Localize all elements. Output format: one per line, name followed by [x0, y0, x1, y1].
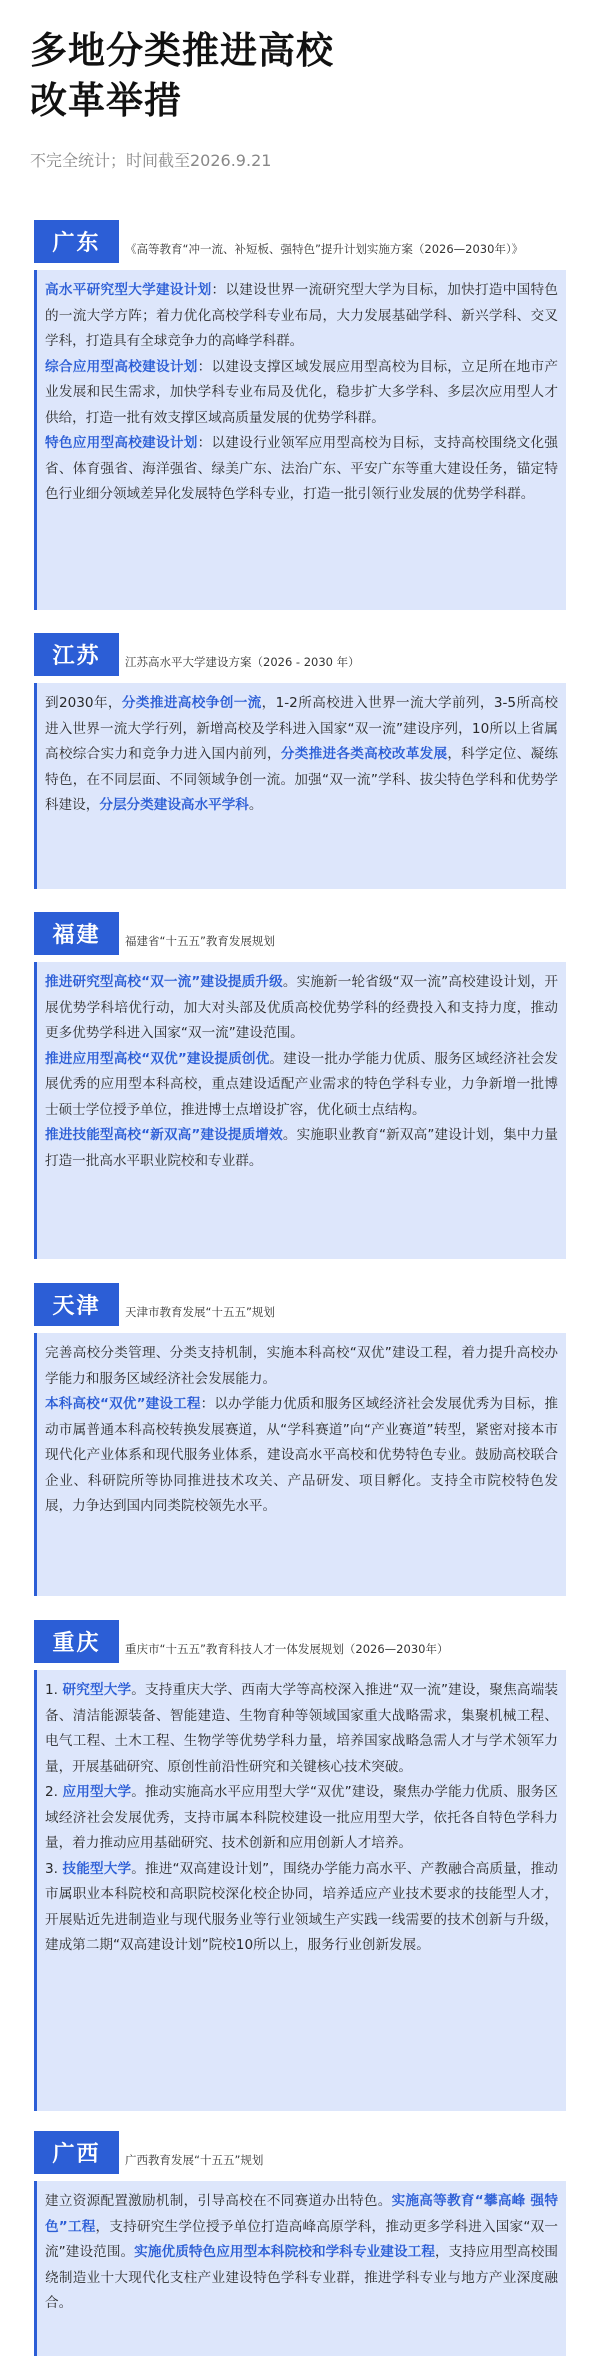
- paragraph-text: 。推进“双高建设计划”，围绕办学能力高水平、产教融合高质量，推动市属职业本科院校和高职院校深化校企协同，培养适应产业技术要求的技能型人才，开展贴近先进制造业与现代服务业等行业领域生产实践一线需要的技术创新与升级，建成第二期“双高建设计划”院校10所以上，服务行业创新发展。: [45, 1860, 558, 1953]
- page-title-line-1: 多地分类推进高校: [30, 29, 334, 72]
- paragraph: [45, 970, 558, 1047]
- highlight-heading: 技能型大学: [62, 1860, 132, 1877]
- list-number: 1.: [45, 1682, 63, 1698]
- policy-document-title: 广西教育发展“十五五”规划: [125, 2153, 264, 2167]
- paragraph: [45, 431, 558, 508]
- region-tag: 广西: [34, 2131, 119, 2174]
- section-header: [34, 220, 566, 263]
- section-header: [34, 912, 566, 955]
- paragraph-text: ，科学定位、凝练特色，在不同层面、不同领域争创一流。加强“双一流”学科、拔尖特色学科和优势学科建设，: [45, 746, 559, 813]
- page-subtitle: 不完全统计；时间截至2026.9.21: [30, 151, 272, 170]
- section-chongqing: [34, 1620, 566, 2111]
- paragraph-text: 。实施职业教育“新双高”建设计划，集中力量打造一批高水平职业院校和专业群。: [45, 1127, 558, 1169]
- paragraph: [45, 1047, 558, 1124]
- paragraph-text: ：以建设支撑区域发展应用型高校为目标，立足所在地市产业发展和民生需求，加快学科专业布局及优化，稳步扩大多学科、多层次应用型人才供给，打造一批有效支撑区域高质量发展的优势学科群。: [45, 358, 559, 426]
- page-header: [0, 0, 600, 171]
- highlight-heading: 推进应用型高校“双优”建设提质创优: [45, 1050, 270, 1067]
- highlight-heading: 实施优质特色应用型本科院校和学科专业建设工程: [134, 2244, 436, 2260]
- policy-document-title: 福建省“十五五”教育发展规划: [125, 934, 275, 948]
- list-number: 2.: [45, 1784, 63, 1800]
- highlight-heading: 分类推进各类高校改革发展: [280, 746, 448, 762]
- region-tag: 重庆: [34, 1620, 119, 1663]
- paragraph-text: 。支持重庆大学、西南大学等高校深入推进“双一流”建设，聚焦高端装备、清洁能源装备、智能建造、生物育种等领域国家重大战略需求，集聚机械工程、电气工程、土木工程、生物学等优势学科力量，培养国家战略急需人才与学术领军力量，开展基础研究、原创性前沿性研究和关键核心技术突破。: [45, 1682, 558, 1775]
- paragraph-text: ，支持研究生学位授予单位打造高峰高原学科，推动更多学科进入国家“双一流”建设范围。: [45, 2218, 558, 2260]
- highlight-heading: 分层分类建设高水平学科: [99, 797, 249, 813]
- paragraph: [45, 355, 558, 432]
- section-header: [34, 1283, 566, 1326]
- paragraph-text: ，支持应用型高校围绕制造业十大现代化支柱产业建设特色学科专业群，推进学科专业与地方产业深度融合。: [45, 2244, 559, 2311]
- section-card: [34, 2181, 566, 2356]
- paragraph-text: 建立资源配置激励机制，引导高校在不同赛道办出特色。: [45, 2193, 392, 2209]
- section-jiangsu: [34, 633, 566, 889]
- policy-document-title: 江苏高水平大学建设方案（2026 - 2030 年）: [125, 655, 360, 669]
- policy-document-title: 天津市教育发展“十五五”规划: [125, 1305, 275, 1319]
- paragraph: [45, 278, 558, 355]
- paragraph-text: 。: [248, 797, 263, 813]
- paragraph-text: 。实施新一轮省级“双一流”高校建设计划，开展优势学科培优行动，加大对头部及优质高校优势学科的经费投入和支持力度，推动更多优势学科进入国家“双一流”建设范围。: [45, 974, 558, 1041]
- highlight-heading: 应用型大学: [62, 1784, 132, 1800]
- section-header: [34, 2131, 566, 2174]
- policy-document-title: 《高等教育“冲一流、补短板、强特色”提升计划实施方案（2026—2030年）》: [125, 242, 524, 256]
- highlight-heading: 分类推进高校争创一流: [121, 695, 262, 711]
- section-header: [34, 1620, 566, 1663]
- highlight-heading: 推进研究型高校“双一流”建设提质升级: [45, 974, 283, 990]
- list-item: [45, 1780, 558, 1857]
- list-item: [45, 1857, 558, 1959]
- paragraph: [45, 1341, 558, 1392]
- section-card: [34, 683, 566, 889]
- paragraph-text: ：以办学能力优质和服务区域经济社会发展优秀为目标，推动市属普通本科高校转换发展赛道，从“学科赛道”向“产业赛道”转型，紧密对接本市现代化产业体系和现代服务业体系，建设高水平高校和优势特色专业。鼓励高校联合企业、科研院所等协同推进技术攻关、产品研发、项目孵化。支持全市院校特色发展，力争达到国内同类院校领先水平。: [45, 1396, 558, 1514]
- page-title-line-2: 改革举措: [30, 79, 182, 122]
- section-card: [34, 1333, 566, 1596]
- section-guangxi: [34, 2131, 566, 2356]
- highlight-heading: 本科高校“双优”建设工程: [45, 1396, 201, 1412]
- highlight-heading: 实施高等教育“攀高峰 强特色”工程: [45, 2193, 559, 2235]
- highlight-heading: 高水平研究型大学建设计划: [45, 282, 212, 298]
- policy-document-title: 重庆市“十五五”教育科技人才一体发展规划（2026—2030年）: [125, 1642, 449, 1656]
- region-tag: 江苏: [34, 633, 119, 676]
- paragraph: [45, 1123, 558, 1174]
- highlight-heading: 特色应用型高校建设计划: [45, 435, 198, 451]
- highlight-heading: 综合应用型高校建设计划: [45, 358, 198, 375]
- paragraph-text: ，1-2所高校进入世界一流大学前列，3-5所高校进入世界一流大学行列，新增高校及学科进入国家“双一流”建设序列，10所以上省属高校综合实力和竞争力进入国内前列，: [45, 695, 558, 762]
- section-fujian: [34, 912, 566, 1259]
- section-tianjin: [34, 1283, 566, 1596]
- paragraph: [45, 1392, 558, 1520]
- highlight-heading: 推进技能型高校“新双高”建设提质增效: [45, 1127, 283, 1143]
- paragraph-text: 。建设一批办学能力优质、服务区域经济社会发展优秀的应用型本科高校，重点建设适配产业需求的特色学科专业，力争新增一批博士硕士学位授予单位，推进博士点增设扩容，优化硕士点结构。: [45, 1050, 558, 1118]
- page-title: [30, 26, 570, 126]
- list-item: [45, 1678, 558, 1780]
- paragraph-text: ：以建设行业领军应用型高校为目标，支持高校围绕文化强省、体育强省、海洋强省、绿美广东、法治广东、平安广东等重大建设任务，锚定特色行业细分领域差异化发展特色学科专业，打造一批引领行业发展的优势学科群。: [45, 435, 559, 502]
- paragraph-text: 完善高校分类管理、分类支持机制，实施本科高校“双优”建设工程，着力提升高校办学能力和服务区域经济社会发展能力。: [45, 1345, 558, 1387]
- paragraph: [45, 691, 558, 819]
- region-tag: 福建: [34, 912, 119, 955]
- section-card: [34, 270, 566, 610]
- section-card: [34, 1670, 566, 2111]
- paragraph-text: ：以建设世界一流研究型大学为目标，加快打造中国特色的一流大学方阵；着力优化高校学科专业布局，大力发展基础学科、新兴学科、交叉学科，打造具有全球竞争力的高峰学科群。: [45, 282, 558, 349]
- section-guangdong: [34, 220, 566, 610]
- paragraph-text: 。推动实施高水平应用型大学“双优”建设，聚焦办学能力优质、服务区域经济社会发展优秀，支持市属本科院校建设一批应用型大学，依托各自特色学科力量，着力推动应用基础研究、技术创新和应用创新人才培养。: [45, 1784, 558, 1851]
- section-card: [34, 962, 566, 1259]
- paragraph: [45, 2189, 558, 2317]
- paragraph-text: 到2030年，: [45, 695, 122, 711]
- list-number: 3.: [45, 1860, 63, 1877]
- section-header: [34, 633, 566, 676]
- region-tag: 广东: [34, 220, 119, 263]
- region-tag: 天津: [34, 1283, 119, 1326]
- highlight-heading: 研究型大学: [62, 1682, 132, 1698]
